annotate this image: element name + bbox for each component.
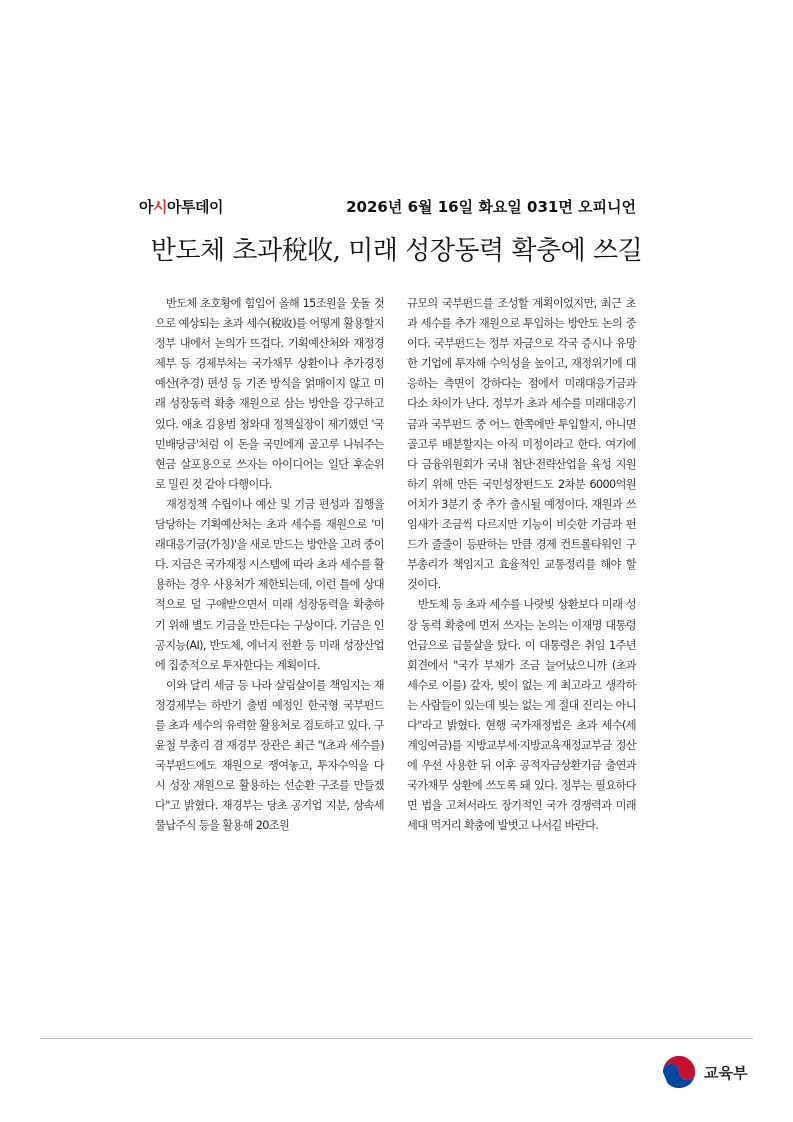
paragraph: 이와 달리 세금 등 나라 살림살이를 책임지는 재정경제부는 하반기 출범 예정인 한국형 국부펀드를 초과 세수의 유력한 활용처로 검토하고 있다. 구윤철 부총리 겸 재경부 장관은 최근 "(초과 세수를) 국부펀드에도 재원으로 쟁여놓고, 투자수익을 다시 성장 재원으로 활용하는 선순환 구조를 만들겠다"고 밝혔다. 재경부는 당초 공기업 지분, 상속세 물납주식 등을 활용해 20조원: [155, 678, 384, 833]
paragraph: 반도체 초호황에 힘입어 올해 15조원을 웃돌 것으로 예상되는 초과 세수(稅收)를 어떻게 활용할지 정부 내에서 논의가 뜨겁다. 기획예산처와 재정경제부 등 경제부처는 국가채무 상환이나 추가경정예산(추경) 편성 등 기존 방식을 얽매이지 않고 미래 성장동력 확충 재원으로 삼는 방안을 강구하고 있다. 애초 김용범 청와대 정책실장이 제기했던 '국민배당금'처럼 이 돈을 국민에게 골고루 나눠주는 현금 살포용으로 쓰자는 아이디어는 일단 후순위로 밀린 것 같아 다행이다.: [155, 297, 384, 491]
taegeuk-emblem-icon: [660, 1053, 698, 1091]
newspaper-logo: 아시아투데이: [139, 197, 223, 216]
article-column-left: [155, 294, 384, 837]
paragraph: 규모의 국부펀드를 조성할 계획이었지만, 최근 초과 세수를 추가 재원으로 투입하는 방안도 논의 중이다. 국부펀드는 정부 자금으로 각국 증시나 유망한 기업에 투자해 수익성을 높이고, 재정위기에 대응하는 측면이 강하다는 점에서 미래대응기금과 다소 차이가 난다. 정부가 초과 세수를 미래대응기금과 국부펀드 중 어느 한쪽에만 투입할지, 아니면 골고루 배분할지는 아직 미정이라고 한다. 여기에다 금융위원회가 국내 첨단·전략산업을 육성 지원하기 위해 만든 국민성장펀드도 2차분 6000억원어치가 3분기 중 추가 출시될 예정이다. 재원과 쓰임새가 조금씩 다르지만 기능이 비슷한 기금과 펀드가 줄줄이 등판하는 만큼 경제 컨트롤타워인 구 부총리가 책임지고 효율적인 교통정리를 해야 할 것이다.: [407, 297, 636, 592]
article-column-right: [407, 294, 636, 837]
ministry-logo: [660, 1053, 747, 1091]
ministry-name: 교육부: [704, 1063, 748, 1082]
article-headline: 반도체 초과稅收, 미래 성장동력 확충에 쓰길: [150, 236, 643, 266]
footer-divider: [40, 1038, 753, 1039]
paragraph: 반도체 등 초과 세수를 나랏빚 상환보다 미래 성장 동력 확충에 먼저 쓰자는 논의는 이재명 대통령 언급으로 급물살을 탔다. 이 대통령은 취임 1주년 회견에서 "국가 부채가 조금 늘어났으니까 (초과 세수로 이를) 갚자, 빚이 없는 게 최고라고 생각하는 사람들이 있는데 빚는 없는 게 절대 진리는 아니다"라고 밝혔다. 현행 국가재정법은 초과 세수(세계잉여금)를 지방교부세·지방교육재정교부금 정산에 우선 사용한 뒤 이후 공적자금상환기금 출연과 국가채무 상환에 쓰도록 돼 있다. 정부는 필요하다면 법을 고쳐서라도 장기적인 국가 경쟁력과 미래세대 먹거리 확충에 발벗고 나서길 바란다.: [407, 598, 636, 833]
paragraph: 재정정책 수립이나 예산 및 기금 편성과 집행을 담당하는 기획예산처는 초과 세수를 재원으로 '미래대응기금(가칭)'을 새로 만드는 방안을 고려 중이다. 지금은 국가재정 시스템에 따라 초과 세수를 활용하는 경우 사용처가 제한되는데, 이런 틀에 상대적으로 덜 구애받으면서 미래 성장동력을 확충하기 위해 별도 기금을 만든다는 구상이다. 기금은 인공지능(AI), 반도체, 에너지 전환 등 미래 성장산업에 집중적으로 투자한다는 계획이다.: [155, 497, 384, 672]
article-body: [155, 294, 638, 914]
masthead: [139, 193, 636, 219]
dateline: 2026년 6월 16일 화요일 031면 오피니언: [346, 197, 636, 216]
